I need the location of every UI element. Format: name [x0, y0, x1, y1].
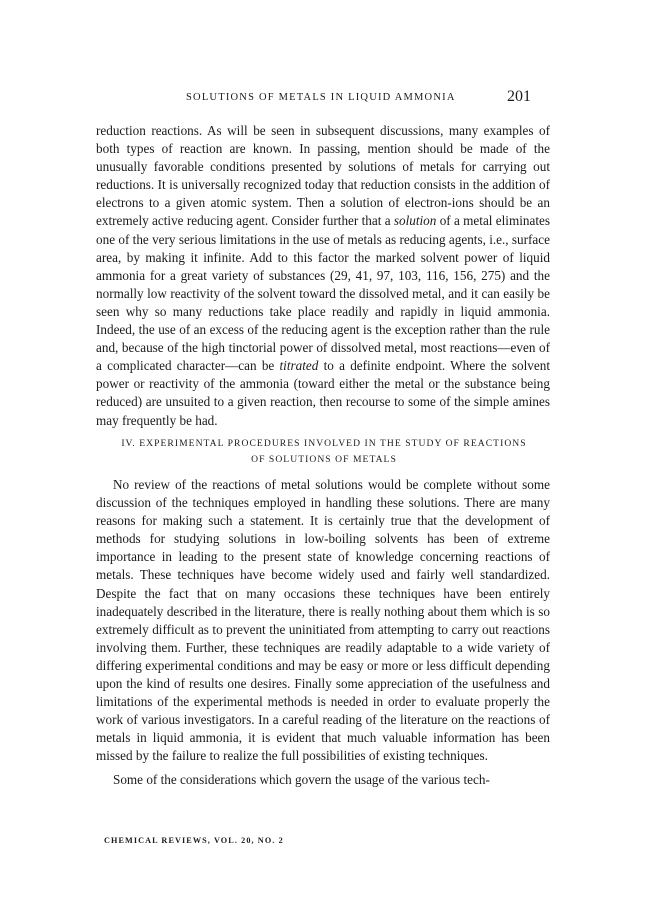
running-title: SOLUTIONS OF METALS IN LIQUID AMMONIA — [186, 92, 456, 103]
section-heading-line-2: OF SOLUTIONS OF METALS — [251, 454, 397, 465]
journal-footer: CHEMICAL REVIEWS, VOL. 20, NO. 2 — [104, 836, 284, 845]
paragraph-1-text-b: of a metal eliminates one of the very serious limitations in the use of metals as reducing agents, i.e., surface area, by making it infinite. Add to this factor the marked solvent power of liquid ammonia for a great variety of substances (29, 41, 97, 103, 116, 156, 275) and the normally low reactivity of the solvent toward the dissolved metal, and it can easily be seen why so many reductions take place readily and rapidly in liquid ammonia. Indeed, the use of an excess of the reducing agent is the exception rather than the rule and, because of the high tinctorial power of dissolved metal, most reactions—even of a complicated character—can be — [96, 213, 550, 374]
emphasis-titrated: titrated — [279, 358, 319, 374]
emphasis-solution: solution — [393, 213, 437, 229]
running-header — [0, 90, 651, 110]
section-heading — [96, 436, 552, 468]
page-number: 201 — [507, 88, 531, 105]
paragraph-1-text-c: to a definite endpoint. Where the solvent power or reactivity of the ammonia (toward either the metal or the substance being reduced) are unsuited to a given reaction, then recourse to some of the simple amines may frequently be had. — [96, 358, 550, 428]
body-paragraph-3: Some of the considerations which govern the usage of the various tech- — [113, 772, 490, 787]
body-paragraph-1 — [96, 122, 550, 430]
paragraph-1-text-a: reduction reactions. As will be seen in subsequent discussions, many examples of both types of reaction are known. In passing, mention should be made of the unusually favorable conditions presented by solutions of metals for carrying out reductions. It is universally recognized today that reduction consists in the addition of electrons to a given atomic system. Then a solution of electron-ions should be an extremely active reducing agent. Consider further that a — [96, 123, 550, 229]
section-heading-line-1: IV. EXPERIMENTAL PROCEDURES INVOLVED IN THE STUDY OF REACTIONS — [121, 438, 527, 449]
body-paragraph-2: No review of the reactions of metal solutions would be complete without some discussion of the techniques employed in handling these solutions. There are many reasons for making such a statement. It is certainly true that the development of methods for studying solutions in low-boiling solvents has been of extreme importance in leading to the present state of knowledge concerning reactions of metals. These techniques have become widely used and fairly well standardized. Despite the fact that on many occasions these techniques have been entirely inadequately described in the literature, there is really nothing about them which is so extremely difficult as to prevent the uninitiated from attempting to carry out reactions involving them. Further, these techniques are readily adaptable to a wide variety of differing experimental conditions and may be easy or more or less difficult depending upon the kind of results one desires. Finally some appreciation of the usefulness and limitations of the experimental methods is needed in order to evaluate properly the work of various investigators. In a careful reading of the literature on the reactions of metals in liquid ammonia, it is evident that much valuable information has been missed by the failure to realize the full possibilities of existing techniques. — [96, 477, 550, 764]
